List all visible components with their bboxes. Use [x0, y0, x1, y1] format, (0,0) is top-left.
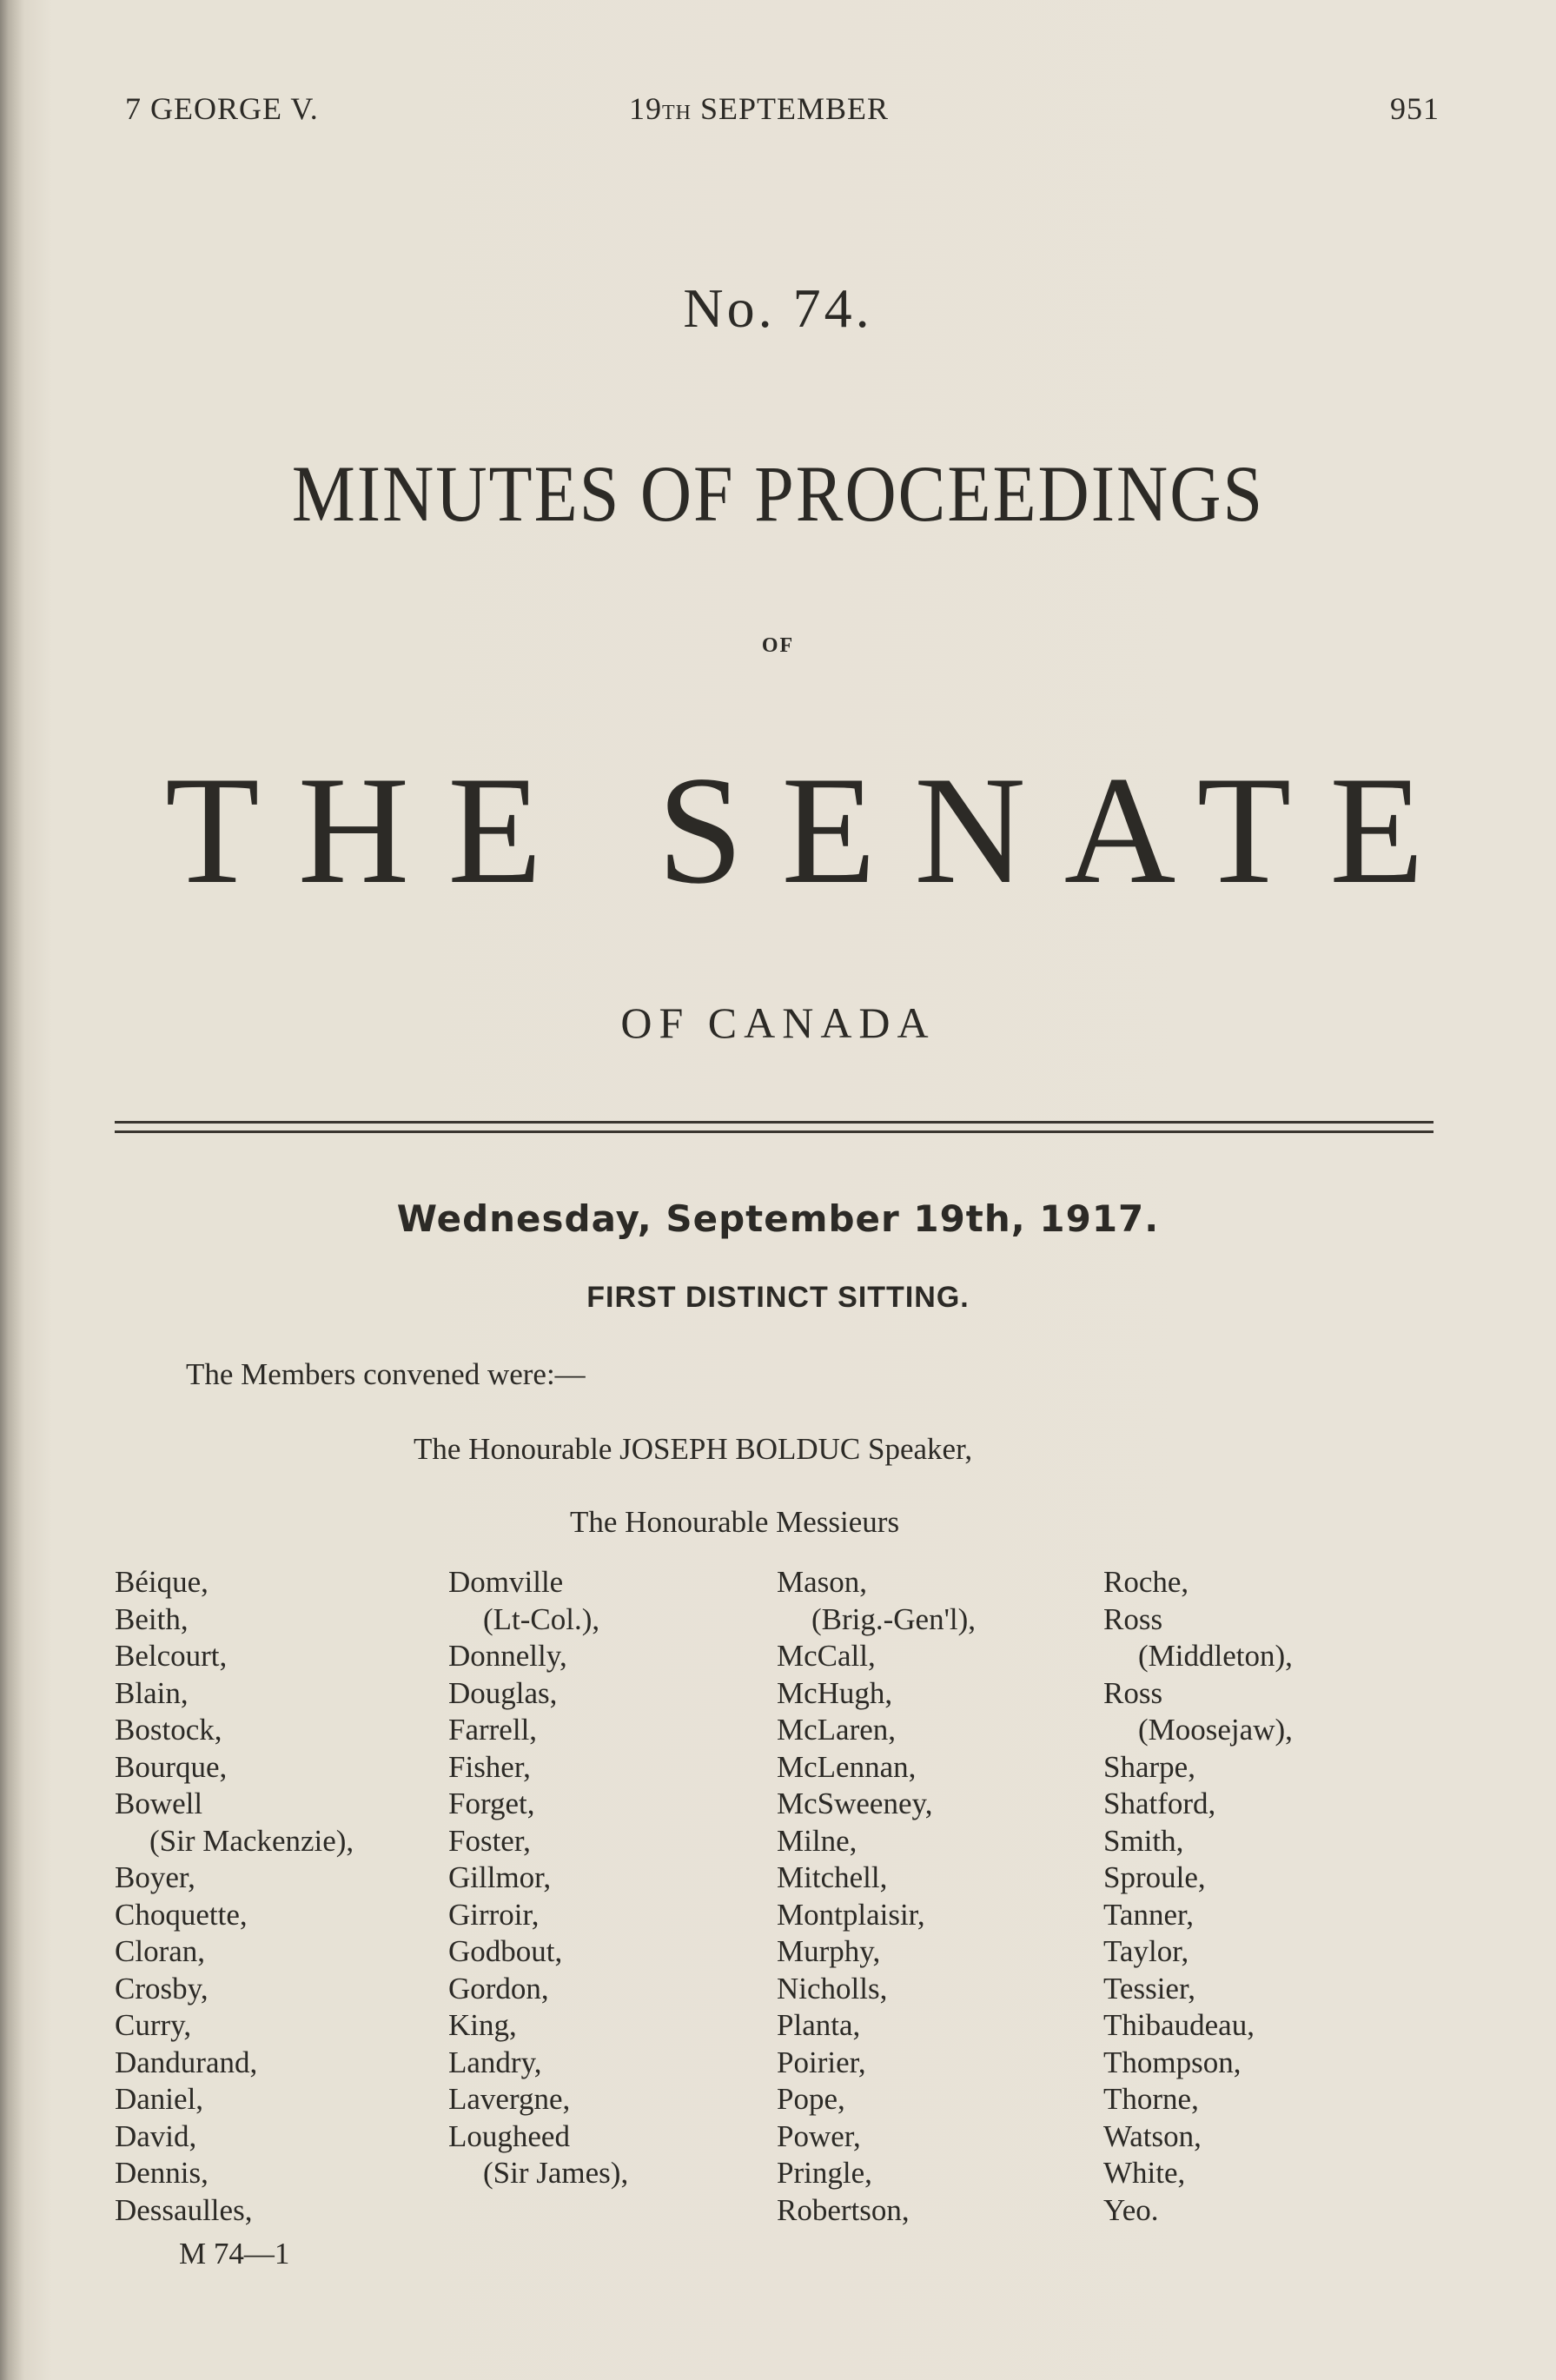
member-qualifier: (Middleton), [1138, 1639, 1293, 1673]
member-name: Robertson, [777, 2192, 910, 2227]
member-name: Yeo. [1103, 2192, 1159, 2227]
member-name: Watson, [1103, 2118, 1202, 2153]
member-qualifier: (Lt-Col.), [483, 1601, 600, 1636]
member-name: Beith, [115, 1601, 189, 1636]
member-name: Lougheed [448, 2118, 570, 2153]
members-convened: The Members convened were:— [186, 1357, 586, 1391]
member-name: Choquette, [115, 1897, 248, 1932]
member-name: Curry, [115, 2008, 192, 2042]
member-name: Landry, [448, 2045, 542, 2079]
member-name: Shatford, [1103, 1787, 1216, 1820]
senate-title: THE SENATE [165, 744, 1463, 916]
member-name: Thibaudeau, [1103, 2008, 1255, 2042]
member-qualifier: (Moosejaw), [1138, 1713, 1293, 1747]
member-qualifier: (Brig.-Gen'l), [811, 1601, 977, 1636]
member-name: Gillmor, [448, 1860, 552, 1894]
members-column-4 [1103, 1564, 1293, 2229]
member-name: Blain, [115, 1675, 189, 1710]
header-day-suffix: TH [662, 102, 692, 124]
canada-subtitle: OF CANADA [620, 998, 936, 1047]
member-name: Donnelly, [448, 1639, 567, 1673]
header-day: 19 [629, 91, 662, 126]
member-name: McCall, [777, 1639, 876, 1673]
member-name: Boyer, [115, 1860, 195, 1894]
member-name: Mitchell, [777, 1860, 888, 1894]
sitting-date: Wednesday, September 19th, 1917. [396, 1197, 1160, 1240]
member-name: Belcourt, [115, 1639, 228, 1673]
members-column-3 [777, 1564, 976, 2229]
member-name: Bostock, [115, 1713, 222, 1747]
member-name: Farrell, [448, 1713, 538, 1747]
member-name: Tanner, [1103, 1897, 1195, 1932]
header-date [629, 90, 889, 127]
member-name: Thorne, [1103, 2082, 1199, 2116]
speaker-line: The Honourable JOSEPH BOLDUC Speaker, [414, 1432, 973, 1466]
member-qualifier: (Sir James), [483, 2156, 629, 2190]
issue-number: No. 74. [683, 277, 873, 339]
member-name: Forget, [448, 1787, 535, 1820]
member-name: Dennis, [115, 2156, 209, 2190]
member-name: Planta, [777, 2008, 861, 2042]
member-name: McHugh, [777, 1675, 893, 1710]
member-name: McLaren, [777, 1713, 897, 1747]
member-name: Power, [777, 2118, 861, 2153]
header-month: SEPTEMBER [700, 91, 890, 126]
member-name: Béique, [115, 1565, 209, 1599]
messieurs-line: The Honourable Messieurs [570, 1505, 900, 1539]
member-name: McSweeney, [777, 1787, 933, 1820]
member-name: Roche, [1103, 1565, 1189, 1599]
member-name: Mason, [777, 1565, 868, 1599]
member-name: Montplaisir, [777, 1897, 925, 1932]
member-name: Poirier, [777, 2045, 866, 2079]
member-name: Fisher, [448, 1749, 531, 1784]
member-name: Pope, [777, 2082, 845, 2116]
member-name: Douglas, [448, 1675, 558, 1710]
header-regnal-year: 7 GEORGE V. [125, 91, 319, 126]
sitting-kind: FIRST DISTINCT SITTING. [586, 1281, 970, 1314]
member-name: Murphy, [777, 1934, 881, 1968]
member-name: Sharpe, [1103, 1749, 1195, 1784]
members-column-2 [448, 1564, 628, 2192]
member-name: King, [448, 2008, 517, 2042]
member-name: Bourque, [115, 1749, 228, 1784]
member-name: McLennan, [777, 1749, 917, 1784]
minutes-heading: MINUTES OF PROCEEDINGS [291, 449, 1265, 539]
member-name: Thompson, [1103, 2045, 1241, 2079]
member-name: Dessaulles, [115, 2192, 253, 2227]
member-name: Dandurand, [115, 2045, 258, 2079]
member-name: Cloran, [115, 1934, 206, 1968]
member-name: Nicholls, [777, 1971, 888, 2005]
member-name: Crosby, [115, 1971, 209, 2005]
member-name: Milne, [777, 1823, 857, 1858]
members-column-1 [115, 1564, 354, 2229]
member-name: Ross [1103, 1601, 1163, 1636]
member-name: Sproule, [1103, 1860, 1206, 1894]
rule-bottom [115, 1130, 1434, 1133]
member-qualifier: (Sir Mackenzie), [149, 1823, 354, 1858]
member-name: Taylor, [1103, 1934, 1189, 1968]
signature-mark: M 74—1 [179, 2237, 290, 2271]
member-name: Smith, [1103, 1823, 1184, 1858]
member-name: Foster, [448, 1823, 531, 1858]
member-name: Tessier, [1103, 1971, 1195, 2005]
member-name: Pringle, [777, 2156, 872, 2190]
member-name: Domville [448, 1565, 564, 1599]
of-label: OF [761, 634, 795, 657]
page-number: 951 [1390, 91, 1440, 126]
member-name: Girroir, [448, 1897, 540, 1932]
member-name: Ross [1103, 1675, 1163, 1710]
member-name: Godbout, [448, 1934, 563, 1968]
member-name: Gordon, [448, 1971, 549, 2005]
member-name: Lavergne, [448, 2082, 571, 2116]
member-name: David, [115, 2118, 197, 2153]
member-name: White, [1103, 2156, 1186, 2190]
rule-top [115, 1121, 1434, 1124]
member-name: Bowell [115, 1787, 203, 1820]
member-name: Daniel, [115, 2082, 204, 2116]
